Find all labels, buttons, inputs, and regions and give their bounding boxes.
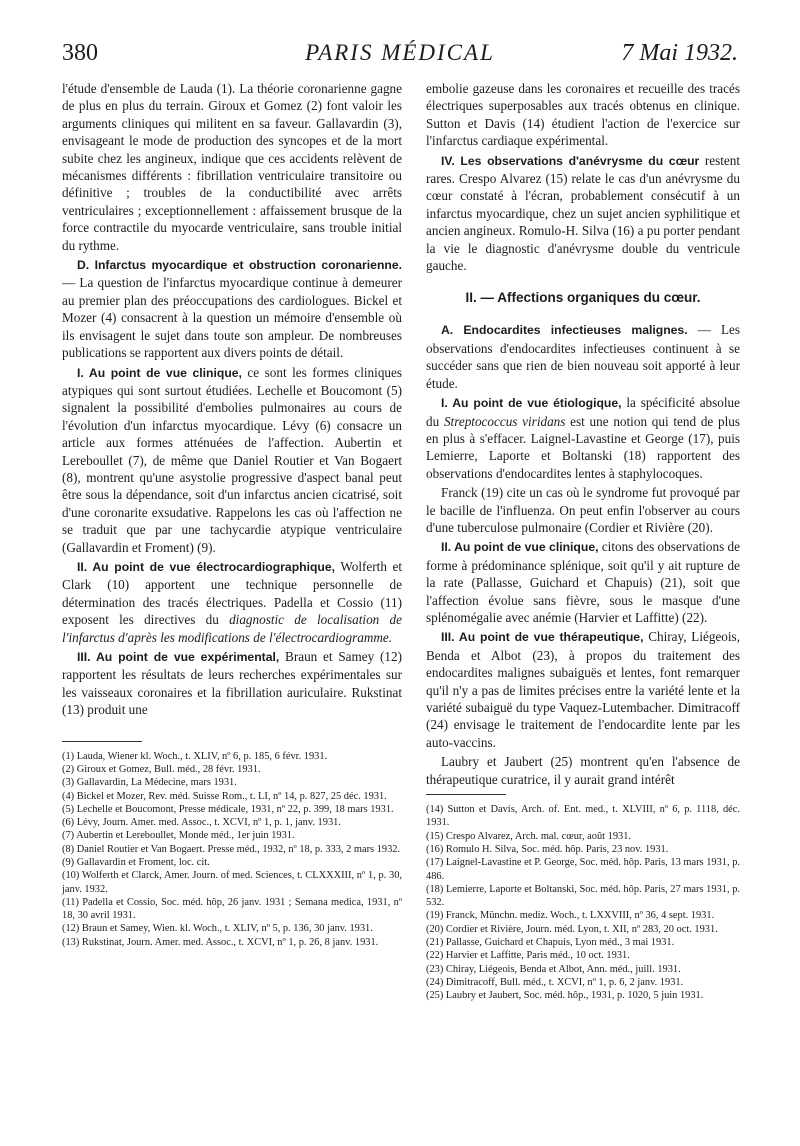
italic-text: Streptococcus viridans <box>443 413 566 429</box>
footnote: (22) Harvier et Laffitte, Paris méd., 10 oct. 1931. <box>426 950 630 962</box>
journal-title: PARIS MÉDICAL <box>305 40 495 65</box>
paragraph-therapeutique <box>426 628 740 751</box>
paragraph-text: Braun et Samey (12) rapportent les résultats de leurs recherches expérimentales sur les vaisseaux coronaires et la fibrillation auriculaire. Rukstinat (13) produit une <box>62 649 402 718</box>
paragraph-electro <box>62 558 402 646</box>
footnotes-right <box>426 803 740 1002</box>
issue-date: 7 Mai 1932. <box>621 40 738 66</box>
footnote: (20) Cordier et Rivière, Journ. méd. Lyon, t. XII, nº 283, 20 oct. 1931. <box>426 923 718 935</box>
paragraph-text: — La question de l'infarctus myocardique continue à demeurer au premier plan des préoccupations des cardiologues. Bickel et Mozer (4) consacrent à la question un mémoire d'ensemble où ils envisagent le sujet dans toute son ampleur. De nombreuses publications se rapportent aux divers points de détail. <box>62 275 402 361</box>
footnote: (21) Pallasse, Guichard et Chapuis, Lyon méd., 3 mai 1931. <box>426 937 675 948</box>
footnote: (19) Franck, Münchn. mediz. Woch., t. LXXVIII, nº 36, 4 sept. 1931. <box>426 910 715 922</box>
paragraph-clinique <box>62 364 402 556</box>
paragraph: embolie gazeuse dans les coronaires et recueille des tracés électriques superposables aux tracés obtenus en clinique. Sutton et Davis (14) étudient l'action de l'exercice sur l'infarctus cardiaque expérimental. <box>426 81 740 149</box>
paragraph-text: la spécificité absolue du <box>426 395 740 429</box>
subheading: II. Au point de vue clinique, <box>441 540 599 555</box>
footnote: (18) Lemierre, Laporte et Boltanski, Soc. méd. hôp. Paris, 27 mars 1931, p. 532. <box>426 883 740 909</box>
paragraph-text: ce sont les formes cliniques atypiques qui sont surtout étudiées. Lechelle et Boucomont (5) signalent la possibilité d'embolies pulmonaires au cours de l'évolution d'un infarctus myocardique. Lévy (6) consacre un article aux formes atténuées de l'affection. Aubertin et Lereboullet (7), de même que Daniel Routier et Van Bogaert (8), montrent qu'une asystolie progressive d'aspect banal peut être sous la dépendance, soit d'un infarctus ancien cicatrisé, soit d'une coronarite exsudative. Rappelons les cas où l'affection ne se traduit que par une tachycardie atypique ventriculaire (Gallavardin et Froment) (9). <box>62 364 402 555</box>
paragraph: Laubry et Jaubert (25) montrent qu'en l'absence de thérapeutique curatrice, il y aurait grand intérêt <box>426 754 740 787</box>
footnote: (2) Giroux et Gomez, Bull. méd., 28 févr. 1931. <box>62 763 261 775</box>
footnote: (7) Aubertin et Lereboullet, Monde méd., 1er juin 1931. <box>62 830 295 842</box>
paragraph-text: est une notion qui tend de plus en plus à s'effacer. Laignel-Lavastine et George (17), puis Lemierre, Laporte et Boltanski (18) rapportent des observations d'endocardites lentes à staphylocoques. <box>426 413 740 481</box>
subheading: III. Au point de vue expérimental, <box>77 650 280 664</box>
footnotes-left <box>62 750 402 949</box>
footnote: (24) Dimitracoff, Bull. méd., t. XCVI, nº 1, p. 6, 2 janv. 1931. <box>426 976 684 988</box>
paragraph: l'étude d'ensemble de Lauda (1). La théorie coronarienne gagne de plus en plus du terrain. Giroux et Gomez (2) font valoir les arguments cliniques qui militent en sa faveur. Gallavardin (3), envisageant le mode de production des syncopes et de la mort subite chez les angineux, indique que ces accidents relèvent de mécanismes différents : fibrillation ventriculaire transitoire ou définitive ; troubles de la conductibilité avec arrêts ventriculaires ; exceptionnellement : affaissement brusque de la force contractile du myocarde ventriculaire, sans trouble initial du rythme. <box>62 81 402 253</box>
paragraph: Franck (19) cite un cas où le syndrome fut provoqué par le bacille de l'influenza. On peut enfin l'observer au cours d'une tuberculose pulmonaire (Cordier et Rivière (20). <box>426 485 740 535</box>
page-number: 380 <box>62 40 98 66</box>
paragraph-text: Wolferth et Clark (10) apportent une technique personnelle de détermination des tracés électriques. Padella et Cossio (11) exposent les directives du <box>62 558 402 628</box>
subheading: IV. Les observations d'anévrysme du cœur <box>441 153 700 168</box>
footnote: (8) Daniel Routier et Van Bogaert. Presse méd., 1932, nº 18, p. 333, 2 mars 1932. <box>62 843 401 855</box>
subheading: I. Au point de vue étiologique, <box>441 396 622 411</box>
running-header <box>62 40 738 70</box>
subheading: III. Au point de vue thérapeutique, <box>441 630 644 645</box>
footnote: (11) Padella et Cossio, Soc. méd. hôp, 26 janv. 1931 ; Semana medica, 1931, nº 18, 30 avril 1931. <box>62 896 402 922</box>
paragraph-text: restent rares. Crespo Alvarez (15) relate le cas d'un anévrysme du cœur constaté à l'écran, probablement consécutif à un infarctus myocardique, chez un sujet ancien syphilitique et ancien angineux. Romulo-H. Silva (16) a pu porter pendant la vie le diagnostic d'anévrysme double du ventricule gauche. <box>426 152 740 274</box>
footnote: (25) Laubry et Jaubert, Soc. méd. hôp., 1931, p. 1020, 5 juin 1931. <box>426 990 704 1002</box>
footnote: (9) Gallavardin et Froment, loc. cit. <box>62 857 210 868</box>
paragraph-text: Chiray, Liégeois, Benda et Albot (23), à propos du traitement des endocardites malignes subaiguës et lentes, font remarquer qu'il n'y a pas de limites précises entre la variété lente et la variété subaiguë du type Vaquez-Lutembacher. Dimitracoff (24) envisage le traitement de l'endocardite lente par les auto-vaccins. <box>426 629 740 750</box>
paragraph-experimental <box>62 648 402 719</box>
right-column <box>426 80 740 1002</box>
footnote: (5) Lechelle et Boucomont, Presse médicale, 1931, nº 22, p. 399, 18 mars 1931. <box>62 803 394 815</box>
footnote-rule <box>62 741 142 742</box>
footnote: (6) Lévy, Journ. Amer. med. Assoc., t. XCVI, nº 1, p. 1, janv. 1931. <box>62 817 341 829</box>
paragraph-infarctus <box>62 256 402 361</box>
paragraph-clinique-endo <box>426 538 740 626</box>
paragraph-anevrysme <box>426 152 740 275</box>
footnote: (12) Braun et Samey, Wien. kl. Woch., t. XLIV, nº 5, p. 136, 30 janv. 1931. <box>62 923 373 935</box>
footnote: (1) Lauda, Wiener kl. Woch., t. XLIV, nº 6, p. 185, 6 févr. 1931. <box>62 750 328 762</box>
footnote: (3) Gallavardin, La Médecine, mars 1931. <box>62 777 237 789</box>
left-column <box>62 80 402 949</box>
paragraph-text: — Les observations d'endocardites infectieuses continuent à se succéder sans que rien de bien nouveau soit apporté à leur étude. <box>426 322 740 391</box>
italic-text: diagnostic de localisation de l'infarctus d'après les modifications de l'électrocardiogramme. <box>62 612 402 645</box>
footnote: (13) Rukstinat, Journ. Amer. med. Assoc., t. XCVI, nº 1, p. 26, 8 janv. 1931. <box>62 936 379 948</box>
paragraph-endocardites <box>426 321 740 392</box>
footnote: (16) Romulo H. Silva, Soc. méd. hôp. Paris, 23 nov. 1931. <box>426 843 669 855</box>
subheading: A. Endocardites infectieuses malignes. <box>441 323 688 338</box>
subheading: I. Au point de vue clinique, <box>77 365 242 380</box>
subheading: II. Au point de vue électrocardiographique, <box>77 559 336 574</box>
paragraph-text: citons des observations de forme à prédominance splénique, soit qu'il y ait rupture de la rate (Pallasse, Guichard et Chapuis) (21), soit que l'affection évolue sans fièvre, sous le masque d'une splénomégalie avec anémie (Harvier et Laffitte) (22). <box>426 539 740 625</box>
footnote: (17) Laignel-Lavastine et P. George, Soc. méd. hôp. Paris, 13 mars 1931, p. 486. <box>426 857 740 882</box>
footnote: (4) Bickel et Mozer, Rev. méd. Suisse Rom., t. LI, nº 14, p. 827, 25 déc. 1931. <box>62 790 387 802</box>
section-heading: II. — Affections organiques du cœur. <box>465 290 701 306</box>
subheading: D. Infarctus myocardique et obstruction coronarienne. <box>77 258 402 273</box>
footnote: (14) Sutton et Davis, Arch. of. Ent. med., t. XLVIII, nº 6, p. 1118, déc. 1931. <box>426 804 740 829</box>
footnote: (10) Wolferth et Clarck, Amer. Journ. of med. Sciences, t. CLXXXIII, nº 1, p. 30, janv. 1932. <box>62 870 402 895</box>
footnote: (23) Chiray, Liégeois, Benda et Albot, Ann. méd., juill. 1931. <box>426 963 681 975</box>
paragraph-etiologique <box>426 394 740 482</box>
footnote: (15) Crespo Alvarez, Arch. mal. cœur, août 1931. <box>426 830 632 842</box>
footnote-rule <box>426 794 506 795</box>
